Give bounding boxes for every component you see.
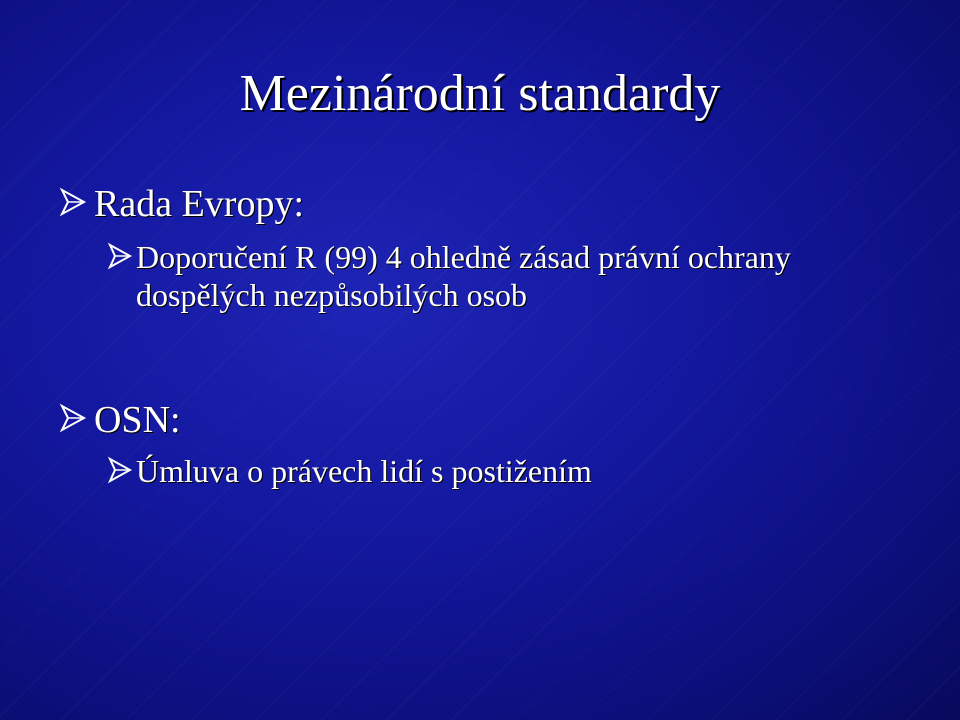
bullet-rada-evropy (58, 182, 304, 226)
arrowhead-bullet-icon (58, 182, 88, 222)
sub-bullet-text: Úmluva o právech lidí s postižením (136, 453, 592, 489)
slide-title: Mezinárodní standardy (239, 65, 721, 122)
arrowhead-bullet-icon (58, 398, 88, 438)
sub-bullet-text: Doporučení R (99) 4 ohledně zásad právní ochrany dospělých nezpůsobilých osob (136, 239, 791, 313)
bullet-text: Rada Evropy: (94, 183, 305, 225)
sub-bullet-umluva (106, 452, 926, 490)
arrowhead-bullet-icon (106, 238, 134, 274)
bullet-text: OSN: (94, 399, 181, 441)
arrowhead-bullet-icon (106, 452, 134, 488)
sub-bullet-doporuceni (106, 238, 926, 314)
bullet-osn (58, 398, 181, 442)
